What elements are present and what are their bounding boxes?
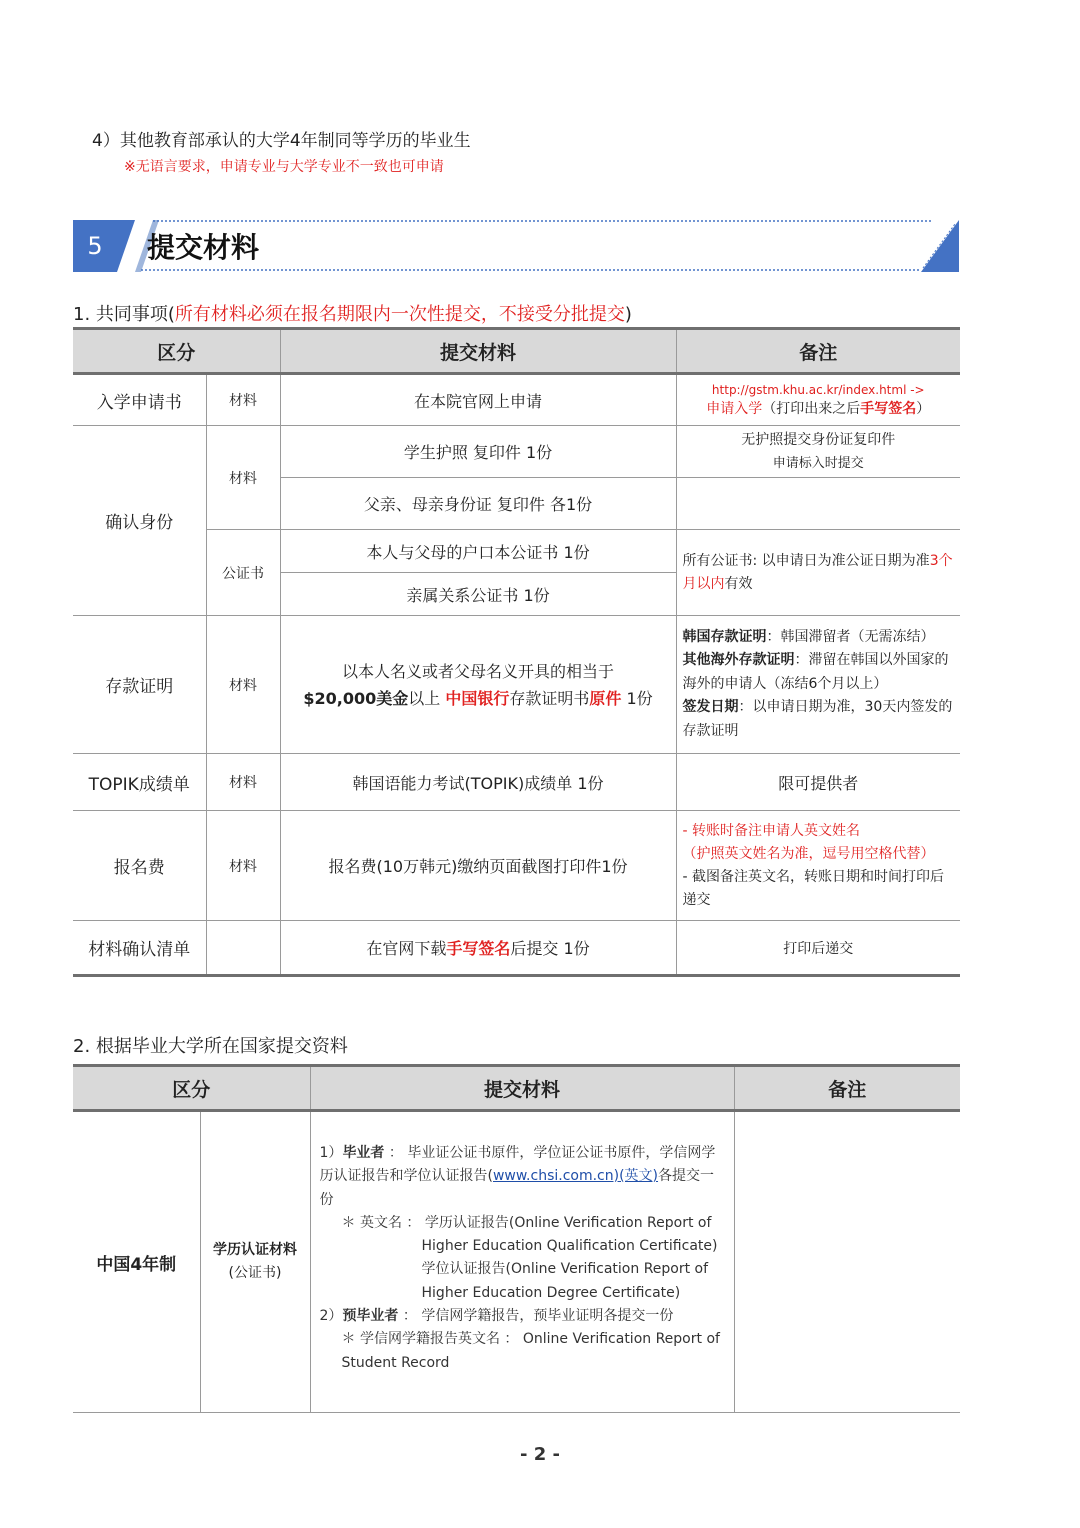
- header-remarks: 备注: [676, 329, 960, 374]
- row-type: 材料: [206, 616, 280, 754]
- row-item: [280, 616, 676, 754]
- korea-deposit-label: 韩国存款证明: [682, 628, 767, 645]
- table-header-row: [73, 329, 960, 374]
- section-title: 提交材料: [147, 231, 260, 264]
- row-category: 中国4年制: [73, 1111, 200, 1413]
- row-category: 材料确认清单: [73, 921, 206, 976]
- row-note: [676, 530, 960, 616]
- table-row: [73, 921, 960, 976]
- table-row: [73, 426, 960, 478]
- row-type-line-1: 学历认证材料: [213, 1242, 297, 1258]
- common-materials-table: [73, 327, 960, 977]
- table-row: [73, 754, 960, 811]
- deposit-copies: 1份: [621, 688, 653, 708]
- row-item: 在本院官网上申请: [280, 374, 676, 426]
- graduate-english-line-4: Higher Education Degree Certificate): [421, 1284, 681, 1301]
- row-item: [280, 921, 676, 976]
- pre-graduate-english-name: ＊ 学信网学籍报告英文名 ： Online Verification Report of Student Record: [341, 1331, 720, 1371]
- row-item: 本人与父母的户口本公证书 1份: [280, 530, 676, 573]
- fee-note-name: 备注申请人英文姓名: [734, 822, 861, 839]
- row-item: 报名费(10万韩元)缴纳页面截图打印件1份: [280, 811, 676, 921]
- row-type: 材料: [206, 374, 280, 426]
- row-category: TOPIK成绩单: [73, 754, 206, 811]
- row-note: [676, 426, 960, 478]
- graduate-label: 毕业者: [342, 1145, 385, 1161]
- table-row: [73, 616, 960, 754]
- subheading-country: 2. 根据毕业大学所在国家提交资料: [73, 1036, 348, 1057]
- checklist-sign: 手写签名: [446, 939, 511, 958]
- deposit-original: 原件: [589, 688, 622, 708]
- row-category: 报名费: [73, 811, 206, 921]
- graduate-num: 1）: [319, 1145, 343, 1161]
- deposit-line-2: [287, 685, 670, 712]
- row-type: 公证书: [206, 530, 280, 616]
- passport-note: 无护照提交身份证复印件: [741, 431, 896, 448]
- row-note: 限可提供者: [676, 754, 960, 811]
- apply-text: 申请入学: [706, 401, 763, 417]
- list-item-4: 4）其他教育部承认的大学4年制同等学历的毕业生: [92, 131, 471, 151]
- table-row: [73, 530, 960, 573]
- section-number: 5: [87, 232, 103, 260]
- checklist-a: 在官网下载: [366, 939, 447, 958]
- row-item: 父亲、母亲身份证 复印件 各1份: [280, 478, 676, 530]
- row-type: 材料: [206, 811, 280, 921]
- row-category: 存款证明: [73, 616, 206, 754]
- page-number: - 2 -: [520, 1444, 560, 1465]
- row-note: [676, 811, 960, 921]
- table-header-row: [73, 1066, 960, 1111]
- header-remarks: 备注: [734, 1066, 960, 1111]
- pre-graduate-item: [320, 1305, 726, 1328]
- graduate-text: ： 毕业证公证书原件，学位证公证书原件，学信网学历认证报告和学位认证报告(: [319, 1145, 716, 1185]
- deposit-amount: $20,000美金: [303, 688, 409, 708]
- sign-text: 手写签名: [860, 401, 917, 417]
- section-header: [73, 220, 959, 272]
- table-row: [73, 811, 960, 921]
- issue-date-note: [683, 696, 955, 743]
- fee-note-2: （护照英文姓名为准，逗号用空格代替）: [682, 845, 935, 862]
- checklist-b: 后提交 1份: [510, 939, 590, 958]
- header-category: 区分: [73, 329, 280, 374]
- application-note: [683, 399, 955, 419]
- row-item: 韩国语能力考试(TOPIK)成绩单 1份: [280, 754, 676, 811]
- print-text: （打印出来之后: [762, 401, 861, 417]
- overseas-deposit-label: 其他海外存款证明: [682, 652, 795, 669]
- graduate-english-line-2: Higher Education Qualification Certificate): [421, 1238, 718, 1255]
- fee-note-1: [683, 820, 955, 843]
- row-type: 材料: [206, 754, 280, 811]
- subheading-common-warning: 所有材料必须在报名期限内一次性提交，不接受分批提交: [174, 304, 625, 325]
- row-type: [206, 921, 280, 976]
- chsi-link[interactable]: www.chsi.com.cn)(英文): [492, 1168, 659, 1185]
- row-item: 亲属关系公证书 1份: [280, 573, 676, 616]
- deposit-cert: 存款证明书: [509, 688, 590, 708]
- korea-deposit-text: ：韩国滞留者（无需冻结）: [766, 628, 935, 645]
- deposit-bank: 中国银行: [445, 688, 510, 708]
- subheading-common-suffix: ): [624, 304, 632, 325]
- row-note: 打印后递交: [676, 921, 960, 976]
- table-row: [73, 1111, 960, 1413]
- subheading-common: [73, 300, 632, 326]
- paren-close: ）: [916, 401, 931, 417]
- row-note: [676, 374, 960, 426]
- row-type: 材料: [206, 426, 280, 530]
- notary-valid-text: 有效: [724, 575, 753, 592]
- country-materials-table: [73, 1064, 960, 1413]
- row-category: 确认身份: [73, 426, 206, 616]
- korea-deposit-note: [683, 626, 955, 650]
- pre-graduate-text: ： 学信网学籍报告，预毕业证明各提交一份: [398, 1308, 674, 1325]
- header-materials: 提交材料: [280, 329, 676, 374]
- table-row: [73, 374, 960, 426]
- fee-note-3: - 截图备注英文名，转账日期和时间打印后递交: [682, 868, 945, 908]
- pre-graduate-num: 2）: [319, 1308, 343, 1325]
- row-note: [676, 616, 960, 754]
- deposit-line-1: 以本人名义或者父母名义开具的相当于: [342, 661, 615, 681]
- notary-validity: 3个月以内: [682, 552, 953, 592]
- issue-date-text: ：以申请日期为准，30天内签发的存款证明: [682, 699, 953, 739]
- fee-note-dash: - 转账时: [682, 822, 735, 839]
- notary-note: 所有公证书: 以申请日为准公证日期为准: [682, 552, 930, 569]
- pre-graduate-label: 预毕业者: [342, 1308, 399, 1325]
- overseas-deposit-text: ：滞留在韩国以外国家的海外的申请人（冻结6个月以上）: [682, 652, 949, 692]
- row-item: 学生护照 复印件 1份: [280, 426, 676, 478]
- overseas-deposit-note: [683, 649, 955, 696]
- header-materials: 提交材料: [310, 1066, 734, 1111]
- header-category: 区分: [73, 1066, 310, 1111]
- application-url: http://gstm.khu.ac.kr/index.html ->: [711, 383, 925, 397]
- graduate-english-names: ＊ 英文名 ： 学历认证报告(Online Verification Report of: [341, 1214, 712, 1231]
- graduate-item: [320, 1142, 726, 1212]
- deposit-above: 以上: [408, 688, 446, 708]
- issue-date-label: 签发日期: [682, 699, 739, 716]
- row-note: [734, 1111, 960, 1413]
- row-category: 入学申请书: [73, 374, 206, 426]
- row-note-empty: [676, 478, 960, 530]
- graduate-text-end: 各提交一份: [319, 1168, 715, 1208]
- row-type: [200, 1111, 310, 1413]
- row-item: [310, 1111, 734, 1413]
- graduate-english-line-3: 学位认证报告(Online Verification Report of: [421, 1261, 709, 1278]
- row-type-line-2: (公证书): [228, 1265, 282, 1281]
- subheading-common-prefix: 1. 共同事项(: [73, 304, 175, 325]
- passport-note-2: 申请标入时提交: [772, 455, 864, 471]
- list-item-4-note: ※无语言要求，申请专业与大学专业不一致也可申请: [124, 159, 444, 175]
